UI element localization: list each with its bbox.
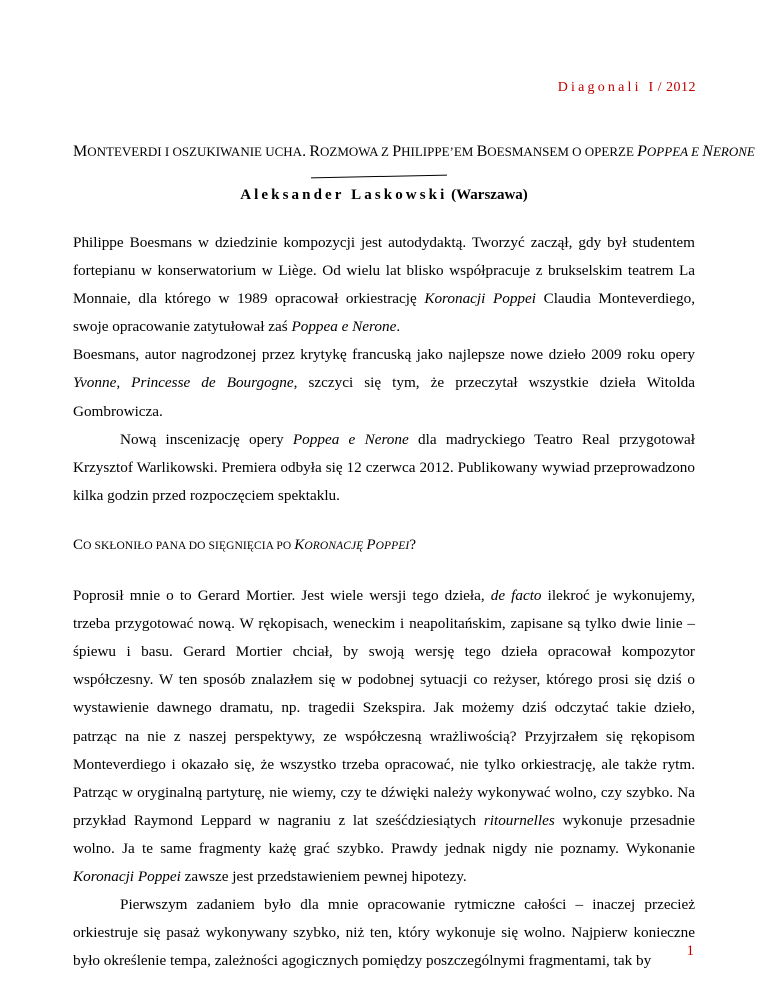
interview-answer: Poprosił mnie o to Gerard Mortier. Jest wiele wersji tego dzieła, de facto ilekroć je wykonujemy, trzeba przygotować nową. W rękopisach, weneckim i neapolitańskim, zapisane są tylko dwie linie – śpiewu i basu. Gerard Mortier chciał, by swoją wersję tego dzieła opracował kompozytor współczesny. W ten sposób znalazłem się w podobnej sytuacji co reżyser, którego prosi się dziś o wystawienie dawnego dramatu, np. tragedii Szekspira. Jak możemy dziś odczytać takie dzieło, patrząc na nie z naszej perspektywy, ze współczesną wrażliwością? Przyjrzałem się rękopisom Monteverdiego i okazało się, że wszystko trzeba opracować, nie tylko orkiestrację, ale także rytm. Patrząc w oryginalną partyturę, nie wiemy, czy te dźwięki należy wykonywać wolno, czy szybko. Na przykład Raymond Leppard w nagraniu z lat sześćdziesiątych ritournelles wykonuje przesadnie wolno. Ja te same fragmenty każę grać szybko. Prawdy jednak nigdy nie poznamy. Wykonanie Koronacji Poppei zawsze jest przedstawieniem pewnej hipotezy. xyxy=(73,587,696,885)
page-number: 1 xyxy=(686,943,694,959)
article-body xyxy=(73,229,695,975)
interview-answer: Pierwszym zadaniem było dla mnie opracowanie rytmiczne całości – inaczej przecież orkiestruje się pasaż wykonywany szybko, niż ten, który wykonuje się wolno. Najpierw konieczne było określenie tempa, zależności agogicznych pomiędzy poszczególnymi fragmentami, tak by xyxy=(73,896,695,970)
intro-paragraph: Boesmans, autor nagrodzonej przez krytykę francuską jako najlepsze nowe dzieło 2009 roku opery Yvonne, Princesse de Bourgogne, szczyci się tym, że przeczytał wszystkie dzieła Witolda Gombrowicza. xyxy=(73,346,696,420)
journal-issue: I / 2012 xyxy=(648,80,696,95)
author-line xyxy=(0,187,768,204)
journal-name: Diagonali xyxy=(557,80,642,95)
author-place: (Warszawa) xyxy=(451,187,528,203)
interview-question: CO SKŁONIŁO PANA DO SIĘGNIĘCIA PO KORONACJĘ POPPEI? xyxy=(73,536,417,553)
journal-header xyxy=(558,80,696,96)
title-divider xyxy=(311,175,447,179)
article-title: MONTEVERDI I OSZUKIWANIE UCHA. ROZMOWA Z PHILIPPE’EM BOESMANSEM O OPERZE POPPEA E NERONE xyxy=(73,143,755,160)
intro-paragraph: Philippe Boesmans w dziedzinie kompozycji jest autodydaktą. Tworzyć zaczął, gdy był studentem fortepianu w konserwatorium w Liège. Od wielu lat blisko współpracuje z brukselskim teatrem La Monnaie, dla którego w 1989 opracował orkiestrację Koronacji Poppei Claudia Monteverdiego, swoje opracowanie zatytułował zaś Poppea e Nerone. xyxy=(73,234,695,336)
intro-paragraph: Nową inscenizację opery Poppea e Nerone dla madryckiego Teatro Real przygotował Krzysztof Warlikowski. Premiera odbyła się 12 czerwca 2012. Publikowany wywiad przeprowadzono kilka godzin przed rozpoczęciem spektaklu. xyxy=(73,430,695,504)
author-name: Aleksander Laskowski xyxy=(240,187,448,203)
